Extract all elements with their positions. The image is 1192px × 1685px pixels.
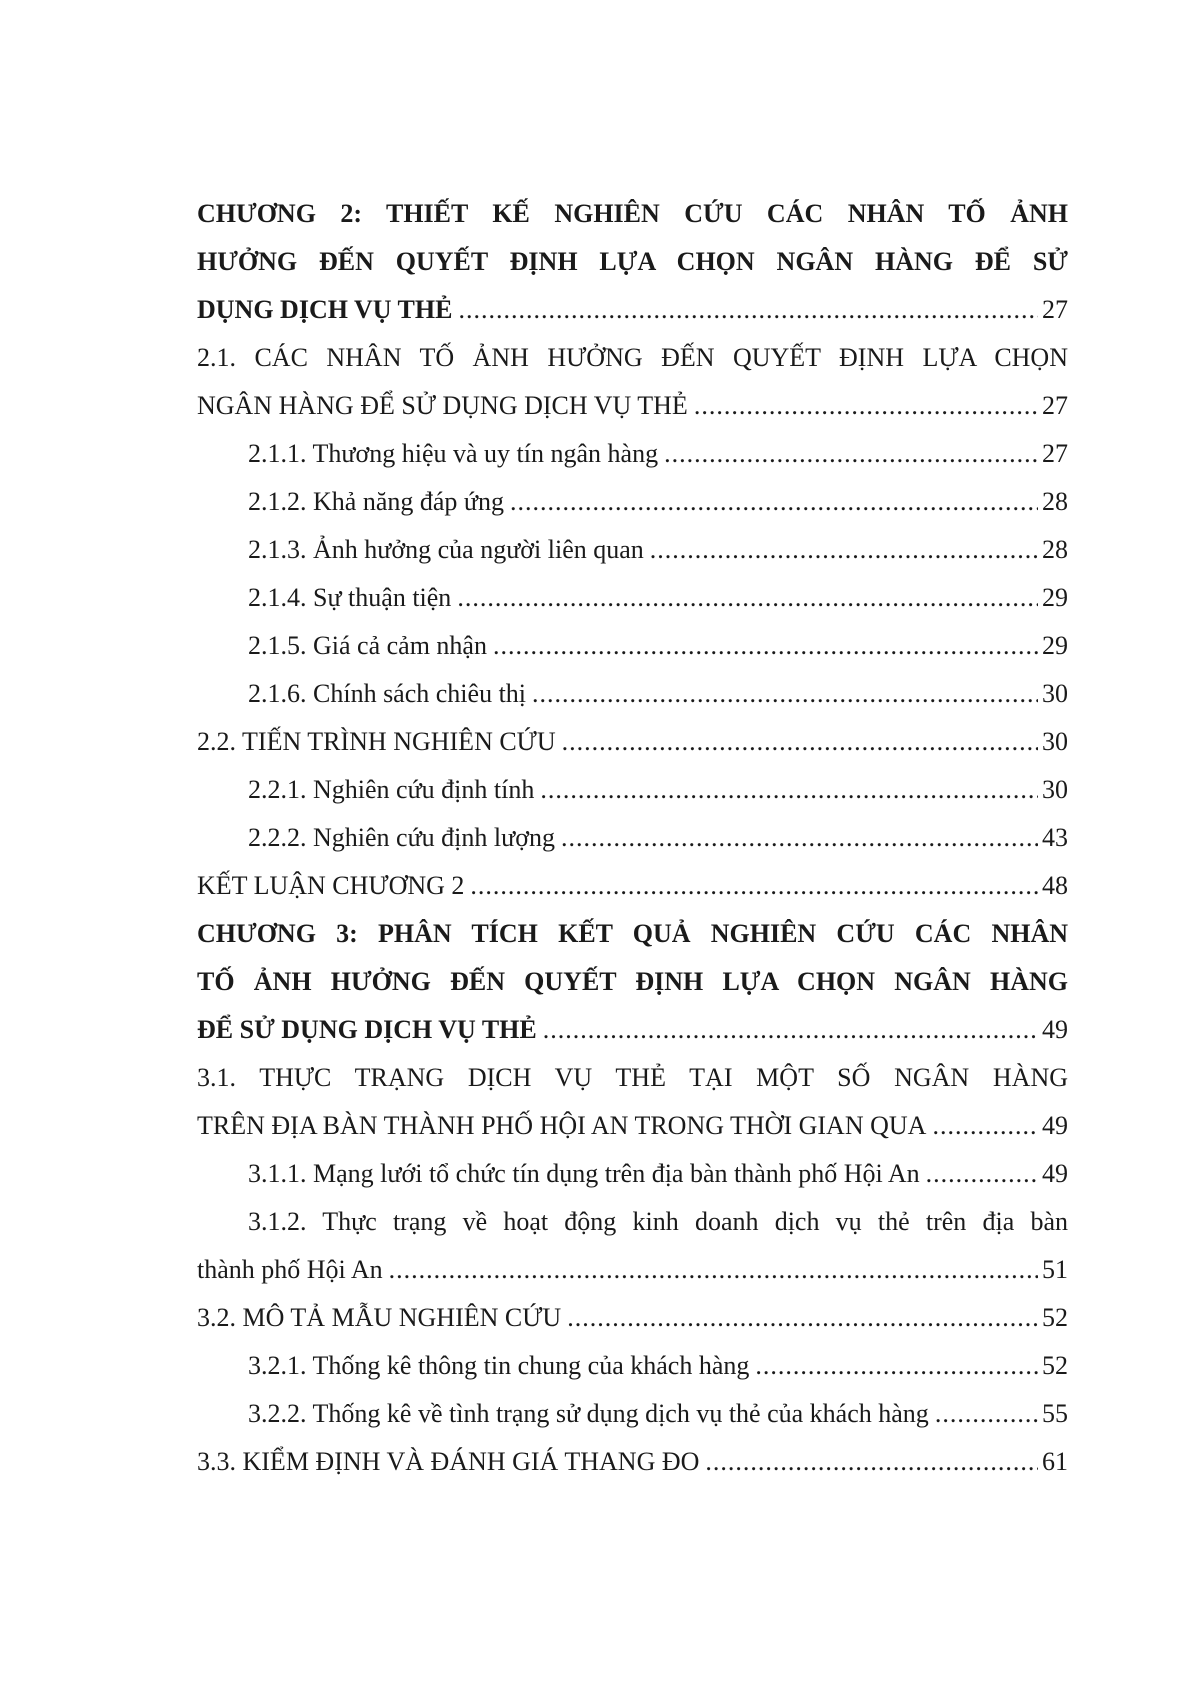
toc-section-2-1-2[interactable] <box>197 478 1068 526</box>
dot-leader <box>458 286 1038 334</box>
toc-page-number: 30 <box>1042 679 1068 708</box>
toc-section-3-1-1[interactable] <box>197 1150 1068 1198</box>
toc-section-2-2-2[interactable] <box>197 814 1068 862</box>
dot-leader <box>561 814 1038 862</box>
toc-section-2-1-3[interactable] <box>197 526 1068 574</box>
toc-chapter2-line3[interactable] <box>197 286 1068 334</box>
dot-leader <box>755 1342 1038 1390</box>
toc-page-number: 61 <box>1042 1447 1068 1476</box>
toc-entry-text: 3.1. THỰC TRẠNG DỊCH VỤ THẺ TẠI MỘT SỐ NGÂN HÀNG <box>197 1063 1068 1092</box>
dot-leader <box>540 766 1038 814</box>
toc-page-number: 30 <box>1042 775 1068 804</box>
toc-chapter3-line2[interactable] <box>197 958 1068 1006</box>
toc-page-number: 48 <box>1042 871 1068 900</box>
table-of-contents <box>197 190 1068 1486</box>
toc-section-2-1-1[interactable] <box>197 430 1068 478</box>
toc-page-number: 28 <box>1042 487 1068 516</box>
dot-leader <box>932 1102 1038 1150</box>
toc-section-3-2-2[interactable] <box>197 1390 1068 1438</box>
toc-conclusion-chapter2[interactable] <box>197 862 1068 910</box>
toc-chapter2-line1[interactable] <box>197 190 1068 238</box>
toc-entry-text: 3.2. MÔ TẢ MẪU NGHIÊN CỨU <box>197 1303 562 1332</box>
toc-entry-text: 2.1. CÁC NHÂN TỐ ẢNH HƯỞNG ĐẾN QUYẾT ĐỊNH LỰA CHỌN <box>197 343 1068 372</box>
toc-entry-text: 2.2.2. Nghiên cứu định lượng <box>248 823 555 852</box>
toc-section-3-1-line2[interactable] <box>197 1102 1068 1150</box>
toc-chapter3-line3[interactable] <box>197 1006 1068 1054</box>
toc-entry-text: 2.2.1. Nghiên cứu định tính <box>248 775 535 804</box>
toc-section-2-1-line2[interactable] <box>197 382 1068 430</box>
toc-page-number: 43 <box>1042 823 1068 852</box>
toc-entry-text: KẾT LUẬN CHƯƠNG 2 <box>197 871 465 900</box>
toc-entry-text: 2.1.3. Ảnh hưởng của người liên quan <box>248 535 644 564</box>
toc-entry-text: 2.1.4. Sự thuận tiện <box>248 583 452 612</box>
toc-entry-text: ĐỂ SỬ DỤNG DỊCH VỤ THẺ <box>197 1015 537 1044</box>
dot-leader <box>389 1246 1038 1294</box>
toc-page-number: 29 <box>1042 583 1068 612</box>
toc-page-number: 51 <box>1042 1255 1068 1284</box>
toc-entry-text: HƯỞNG ĐẾN QUYẾT ĐỊNH LỰA CHỌN NGÂN HÀNG ĐỂ SỬ <box>197 247 1068 276</box>
toc-section-3-1-2-line1[interactable] <box>197 1198 1068 1246</box>
dot-leader <box>457 574 1038 622</box>
toc-entry-text: TỐ ẢNH HƯỞNG ĐẾN QUYẾT ĐỊNH LỰA CHỌN NGÂN HÀNG <box>197 967 1068 996</box>
toc-page-number: 55 <box>1042 1399 1068 1428</box>
dot-leader <box>650 526 1038 574</box>
toc-page-number: 28 <box>1042 535 1068 564</box>
toc-page-number: 29 <box>1042 631 1068 660</box>
toc-page-number: 52 <box>1042 1303 1068 1332</box>
toc-entry-text: 3.2.1. Thống kê thông tin chung của khách hàng <box>248 1351 750 1380</box>
dot-leader <box>470 862 1038 910</box>
toc-entry-text: CHƯƠNG 3: PHÂN TÍCH KẾT QUẢ NGHIÊN CỨU CÁC NHÂN <box>197 919 1068 948</box>
toc-entry-text: 3.1.2. Thực trạng về hoạt động kinh doanh dịch vụ thẻ trên địa bàn <box>248 1207 1068 1236</box>
toc-chapter2-line2[interactable] <box>197 238 1068 286</box>
toc-entry-text: NGÂN HÀNG ĐỂ SỬ DỤNG DỊCH VỤ THẺ <box>197 391 688 420</box>
toc-section-2-2-1[interactable] <box>197 766 1068 814</box>
dot-leader <box>567 1294 1038 1342</box>
dot-leader <box>532 670 1038 718</box>
dot-leader <box>510 478 1038 526</box>
toc-page-number: 49 <box>1042 1111 1068 1140</box>
toc-entry-text: DỤNG DỊCH VỤ THẺ <box>197 295 453 324</box>
toc-section-2-1-5[interactable] <box>197 622 1068 670</box>
dot-leader <box>493 622 1038 670</box>
toc-entry-text: 2.1.1. Thương hiệu và uy tín ngân hàng <box>248 439 659 468</box>
toc-section-3-2[interactable] <box>197 1294 1068 1342</box>
toc-section-2-2[interactable] <box>197 718 1068 766</box>
toc-entry-text: 2.1.6. Chính sách chiêu thị <box>248 679 527 708</box>
toc-section-2-1-4[interactable] <box>197 574 1068 622</box>
toc-section-3-1-2-line2[interactable] <box>197 1246 1068 1294</box>
toc-entry-text: 3.1.1. Mạng lưới tổ chức tín dụng trên địa bàn thành phố Hội An <box>248 1159 920 1188</box>
toc-section-2-1-6[interactable] <box>197 670 1068 718</box>
toc-entry-text: CHƯƠNG 2: THIẾT KẾ NGHIÊN CỨU CÁC NHÂN TỐ ẢNH <box>197 199 1068 228</box>
toc-entry-text: 3.2.2. Thống kê về tình trạng sử dụng dịch vụ thẻ của khách hàng <box>248 1399 929 1428</box>
dot-leader <box>543 1006 1038 1054</box>
toc-page-number: 52 <box>1042 1351 1068 1380</box>
toc-chapter3-line1[interactable] <box>197 910 1068 958</box>
toc-section-3-3[interactable] <box>197 1438 1068 1486</box>
toc-section-2-1-line1[interactable] <box>197 334 1068 382</box>
toc-entry-text: thành phố Hội An <box>197 1255 383 1284</box>
toc-entry-text: 2.1.5. Giá cả cảm nhận <box>248 631 487 660</box>
dot-leader <box>694 382 1038 430</box>
dot-leader <box>705 1438 1038 1486</box>
dot-leader <box>664 430 1038 478</box>
toc-page-number: 30 <box>1042 727 1068 756</box>
toc-entry-text: TRÊN ĐỊA BÀN THÀNH PHỐ HỘI AN TRONG THỜI GIAN QUA <box>197 1111 927 1140</box>
toc-entry-text: 3.3. KIỂM ĐỊNH VÀ ĐÁNH GIÁ THANG ĐO <box>197 1447 700 1476</box>
toc-section-3-2-1[interactable] <box>197 1342 1068 1390</box>
toc-entry-text: 2.2. TIẾN TRÌNH NGHIÊN CỨU <box>197 727 556 756</box>
dot-leader <box>562 718 1038 766</box>
toc-section-3-1-line1[interactable] <box>197 1054 1068 1102</box>
toc-entry-text: 2.1.2. Khả năng đáp ứng <box>248 487 504 516</box>
toc-page-number: 27 <box>1042 295 1068 324</box>
toc-page-number: 49 <box>1042 1159 1068 1188</box>
dot-leader <box>926 1150 1038 1198</box>
dot-leader <box>935 1390 1038 1438</box>
toc-page-number: 49 <box>1042 1015 1068 1044</box>
toc-page-number: 27 <box>1042 391 1068 420</box>
toc-page-number: 27 <box>1042 439 1068 468</box>
